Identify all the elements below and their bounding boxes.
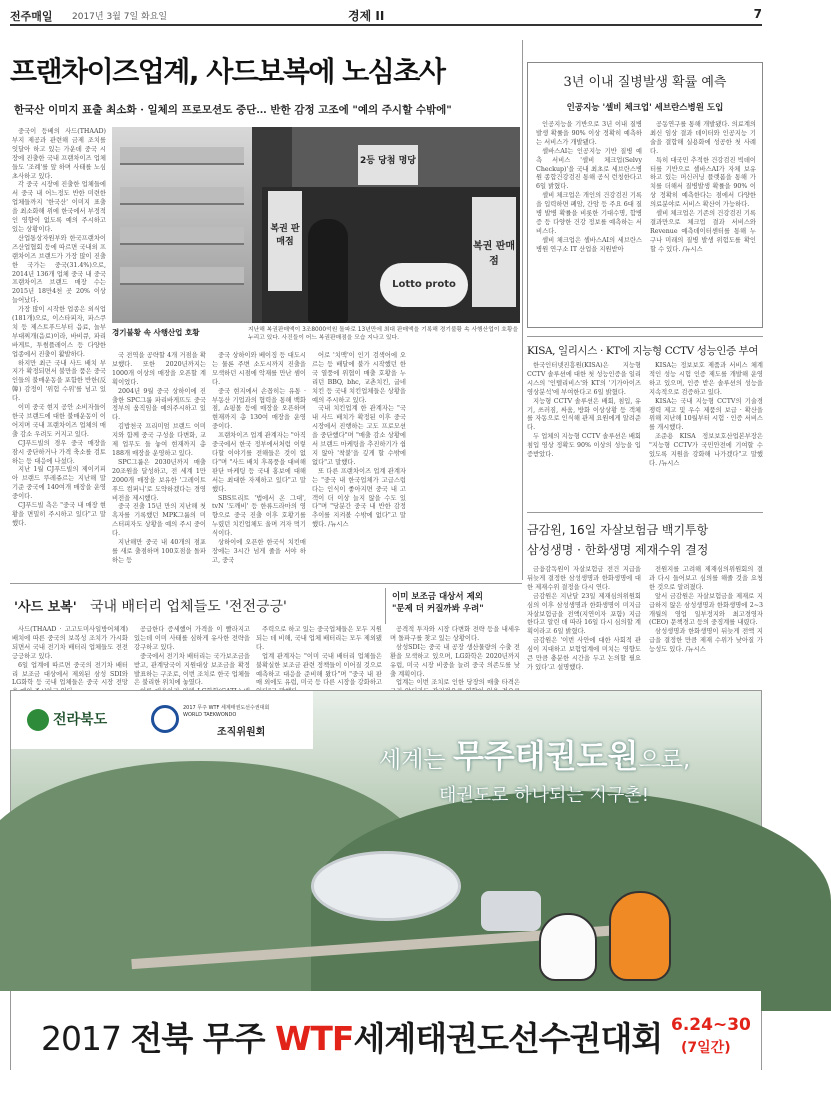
mascot-tiger-icon	[609, 891, 671, 981]
paragraph: 중국 진출 15년 만의 지난해 첫 흑자를 기록했던 MPK그룹의 미스터피자도 상황을 예의 주시 중이다.	[112, 503, 206, 538]
kisa-column-2	[649, 362, 763, 508]
paragraph: SPC그룹은 2030년까지 매출 20조원을 달성하고, 전 세계 1만2000개 매장을 보유한 '그레이트 푸드 컴퍼니'로 도약하겠다는 경영 비전을 제시했다.	[112, 458, 206, 502]
lead-subheadline: 한국산 이미지 표출 최소화 · 일체의 프로모션도 중단… 반한 감정 고조에 "예의 주시할 수밖에"	[14, 104, 452, 116]
fss-headline	[527, 520, 763, 560]
photo-lotto-sign: Lotto proto	[380, 263, 468, 307]
paragraph: 셀비 체크업은 개인의 건강검진 기록을 입력하면 폐암, 간암 등 주요 6대 질병 발병 확률을 비롯한 기대수명, 합병증 등 다양한 건강 정보를 예측하는 서비스다.	[536, 192, 642, 235]
paragraph: 국내 치킨업계 한 관계자는 "국내 사드 배치가 확정된 이후 중국 시장에서 진행하는 고도 프로모션을 중단했다"며 "매출 감소 상황에서 브랜드 마케팅을 추진하기가 쉽지 않아 '착붙'을 깊게 할 수밖에 없다"고 말했다.	[312, 405, 406, 466]
ad-building	[481, 891, 541, 931]
photo-caption-label: 경기불황 속 사행산업 호황	[112, 328, 200, 337]
lead-column-3	[212, 352, 306, 580]
lead-column-2	[112, 352, 206, 580]
fss-column-2	[649, 566, 763, 684]
paragraph: 삼성SDI는 중국 내 공장 생산물량의 수출 전환을 모색하고 있으며, LG화학은 2020년까지 유럽, 미국 시장 비중을 늘려 중국 의존도를 낮출 계획이다.	[390, 643, 520, 678]
paragraph: 셀비 체크업은 셀바스AI의 세브란스병원 연구소 IT 산업을 지원받아	[536, 236, 642, 253]
section-name: 경제 II	[348, 9, 385, 23]
battery-column-4	[390, 626, 520, 687]
battery-subheadline-line-2: "문제 더 커질까봐 우려"	[392, 604, 484, 614]
fss-column-1	[527, 566, 641, 684]
paragraph: KISA는 국내 지능형 CCTV의 기술경쟁력 제고 및 우수 제품의 보급 · 확산을 위해 지난해 10월부터 시험 · 인증 서비스를 개시했다.	[649, 397, 763, 432]
page-header	[10, 6, 762, 26]
slogan-pre: 세계는	[379, 747, 453, 773]
battery-subheadline-line-1: 이미 보조금 대상서 제외	[392, 592, 483, 602]
box-headline: 3년 이내 질병발생 확률 예측	[563, 75, 727, 90]
slogan-post: 으로,	[638, 747, 691, 773]
ad-province-name: 전라북도	[53, 712, 108, 728]
taekwondo-advertisement	[10, 690, 762, 1070]
ad-event-period: 6.24~30	[671, 1015, 751, 1035]
event-wtf: WTF	[274, 1019, 354, 1058]
paragraph: 지난해만 중국 내 40개의 점포를 새로 출점하며 100호점을 돌파하는 등	[112, 539, 206, 564]
paragraph: 지능형 CCTV 솔루션은 배회, 침입, 유기, 쓰러짐, 싸움, 방화 이상상황 등 객체를 자동으로 인식해 관제 요원에게 알려준다.	[527, 397, 641, 432]
box-subheadline: 인공지능 '셀비 체크업' 세브란스병원 도입	[566, 103, 724, 113]
paragraph: 금감원은 '이번 사안에 대한 사회적 관심이 지대하고 보험업계에 미치는 영향도 큰 만큼 충분한 시간을 두고 논의할 필요가 있다'고 설명했다.	[527, 637, 641, 671]
page-number: 7	[753, 7, 762, 21]
photo-shop-interior	[112, 127, 252, 323]
event-year: 2017	[41, 1019, 131, 1058]
ad-organizer-korean: 조직위원회	[217, 727, 266, 738]
divider-horizontal-fss	[527, 512, 763, 513]
divider-horizontal-lead	[10, 583, 522, 584]
paragraph: 셀바스AI는 인공지능 기반 질병 예측 서비스 '셀비 체크업(Selvy Checkup)'을 국내 최초로 세브란스병원 종합건강검진 통해 공식 런칭한다고 6일 밝혔다.	[536, 147, 642, 191]
paragraph: 산업통상자원부와 한국프랜차이즈산업협회 등에 따르면 국내외 프랜차이즈 브랜드가 가장 많이 진출한 국가는 중국(31.4%)으로, 2014년 136개 업체 중국 내 중국 프랜차이즈 브랜드 매장 수는 2015년 18만4천 곳 20% 이상 늘어났다.	[12, 234, 106, 305]
photo-poster-left: 복권 판매점	[268, 191, 302, 291]
paragraph: 업계는 이번 조치로 인한 당장의 매출 타격은	[396, 679, 520, 687]
ad-event-title	[41, 1013, 662, 1060]
paragraph: 어로 '치맥'이 인기 검색어에 오르는 등 배달에 불가 시작했던 한국 열풍에 위협이 매출 호황을 누리던 BBQ, bhc, 교촌치킨, 굽네치킨 등 국내 치킨업체들은 상황을 예의 주시하고 있다.	[312, 352, 406, 404]
paragraph: 인공지능을 기반으로 3년 이내 질병발생 확률을 90% 이상 정확히 예측하는 서비스가 개발됐다.	[536, 121, 642, 146]
box-column-2	[650, 121, 756, 321]
photo-poster-right: 복권 판매점	[472, 197, 516, 307]
ad-slogan-main	[379, 731, 690, 777]
paragraph: 2004년 9월 중국 상하이에 진출한 SPC그룹 파리바게뜨도 중국 정부의 움직임을 예의주시하고 있다.	[112, 387, 206, 422]
paragraph: 공격적 투자와 시장 다변화 전략 등을 내세우며 돌파구를 찾고 있는 상황이다.	[390, 626, 520, 642]
ad-logo-box	[11, 691, 313, 749]
box-column-1	[536, 121, 642, 321]
battery-column-1	[12, 626, 128, 687]
taekwondo-emblem-icon	[151, 705, 179, 733]
paragraph: 특히 대국민 추적한 건강검진 빅데이터를 기반으로 셀바스AI가 자체 보유하고 있는 머신러닝 플랫폼을 통해 가치를 더해서 질병발생 확률을 90% 이상 정확히 예측한다는 점에서 다양한 의료분야로 서비스 확산이 가능하다.	[650, 156, 756, 209]
battery-story-tag: '사드 보복'	[14, 600, 77, 615]
battery-subheadline	[392, 591, 520, 615]
paragraph: 또 다른 프랜차이즈 업계 관계자는 "중국 내 한국업체가 고급스럽다는 인식이 좋아지면 중국 내 고객이 더 이상 늘지 않을 수도 있다"며 "당분간 중국 내 반한 감정 추이를 지켜볼 수밖에 없다"고 말했다. /뉴시스	[312, 467, 406, 529]
paragraph: CJ푸드빌의 경우 중국 매장을 잠시 중단하거나 가격 축소를 검토하는 등 대응에 나섰다.	[12, 439, 106, 465]
lead-headline: 프랜차이즈업계, 사드보복에 노심초사	[10, 55, 445, 88]
paragraph: 각 중국 시장에 진출한 업체들에서 중국 내 어느정도 반한 미련한 업체들까지 '한국산' 이미지 표출을 최소화해 위에 한국에서 부정적인 영향이 없도록 예의 주시하고 있는 상황이다.	[12, 181, 106, 233]
paragraph: 공동연구를 통해 개발됐다. 의료계의 최신 임상 결과 데이터와 인공지능 기술을 결합해 실용화에 성공한 첫 사례다.	[650, 121, 756, 155]
paragraph: 공급한다 증세했어 가격을 이 빨라지고 있는데 이미 사태를 심하게 유사한 전략을 강구하고 있다.	[134, 626, 250, 651]
paragraph: 김밥천국 프리미엄 브랜드 이미지와 함께 중국 구성을 다변화, 교제 업무도 들 놓여 현재까지 총 188개 매장을 운영하고 있다.	[112, 423, 206, 457]
paragraph: 업계 관계자는 "이미 국내 배터리 업체들은 불확실한 보조금 관련 정책들이 이어질 것으로 예측하고 대응을 준비해 왔다"며 "중국 내 판매 외에도 유럽, 미국 등 다른 시장을 강화하고	[256, 652, 382, 687]
lead-column-4	[312, 352, 406, 580]
paragraph: 하지만 최근 국내 사드 배치 부지가 확정되면서 불만을 품은 중국인들의 불매운동을 포함한 반한(反韓) 감정이 '위험 수위'를 넘고 있다.	[12, 359, 106, 403]
fss-headline-line-1: 금감원, 16일 자살보험금 백기투항	[527, 523, 709, 537]
event-name: 세계태권도선수권대회	[353, 1019, 663, 1058]
lottery-shop-photo	[112, 127, 520, 323]
publication-name: 전주매일	[10, 10, 53, 23]
paragraph: 중국 상하이와 베이징 등 대도시는 물론 주변 소도시까지 진출을 모색하던 시점에 악재를 만난 셈이다.	[212, 352, 306, 386]
fss-headline-line-2: 삼성생명 · 한화생명 제재수위 결정	[527, 543, 709, 557]
ad-event-days: (7일간)	[681, 1040, 731, 1056]
mascot-white-icon	[539, 913, 597, 981]
ad-organizer-english: 2017 무주 WTF 세계태권도선수권대회 WORLD TAEKWONDO	[183, 705, 270, 718]
kisa-column-1	[527, 362, 641, 508]
jeonbuk-logo-icon	[27, 709, 49, 731]
kisa-headline: KISA, 일리시스 · KT에 지능형 CCTV 성능인증 부여	[527, 345, 759, 357]
paragraph: 조준용 KISA 정보보호산업본부장은 "지능형 CCTV가 국민안전에 기여할 수 있도록 지원을 강화해 나가겠다"고 말했다. /뉴시스	[649, 433, 763, 467]
lead-column-1	[12, 128, 106, 580]
battery-column-3	[256, 626, 382, 687]
battery-story-headline: 국내 배터리 업체들도 '전전긍긍'	[90, 599, 287, 615]
paragraph: 중국에서 전기차 배터리는 국가보조금을 받고, 관계당국이 지원대상 보조금을 확정 발표하는 구조로, 이번 조치로 한국 업체들은 불리한 위치에 놓였다.	[134, 652, 250, 687]
divider-horizontal-kisa	[527, 336, 763, 337]
paragraph: 사드(THAAD · 고고도미사일방어체계) 배치에 따른 중국의 보복성 조치가 가시화되면서 국내 전기차 배터리 업체들도 전전긍긍하고 있다.	[12, 626, 128, 660]
paragraph: 전원지를 고려해 제재심의위원회의 결과 다시 들어보고 심의를 해줄 것을 요청한 것으로 알려졌다.	[649, 566, 763, 591]
paragraph: KISA는 정보보호 제품과 서비스 체계적인 성능 시험 인증 제도를 개발해 운영하고 있으며, 인증 받은 솔루션의 성능을 지속적으로 검증하고 있다.	[649, 362, 763, 396]
paragraph: 두 업체의 지능형 CCTV 솔루션은 배회 침입 영상 정확도 90% 이상의 성능을 입증받았다.	[527, 433, 641, 459]
lead-column-5	[412, 352, 518, 580]
photo-caption-text: 지난해 복권판매액이 3조8000억원 돌파로 13년만에 최대 판매액을 기록해 경기불황 속 사행산업이 호황을 누리고 있다. 사진들이 어느 복권판매점을 모습 지나고 있다.	[248, 327, 519, 341]
paragraph: 삼성생명과 한화생명이 뒤늦게 전액 지급을 결정한 만큼 제재 수위가 낮아질 가능성도 있다. /뉴시스	[649, 628, 763, 654]
paragraph: 가장 많이 시작한 업종은 외식업(181개)으로, 이스타피자, 파스쿠치 등 제스트푸드부터 음료, 놀부부대찌개(음료)이라, 바비큐, 파리바게트, 투썸플레이스 등 다양한 업종에서 진출이 활발하다.	[12, 306, 106, 358]
paragraph: 지난 1월 CJ푸드빌의 제이키피아 브랜드 뚜레쥬르는 지난해 말 기준 중국에 140여개 매장을 운영 중이다.	[12, 466, 106, 501]
ad-stadium	[311, 851, 461, 921]
ai-health-box	[527, 62, 763, 328]
issue-date: 2017년 3월 7일 화요일	[72, 12, 168, 22]
photo-person	[308, 219, 348, 323]
paragraph: 한국인터넷진흥원(KISA)은 지능형 CCTV 솔루션에 대한 첫 성능인증을 일리시스의 '인텔리비스'와 KT의 '기가아이즈 영상분석'에 부여한다고 6일 밝혔다.	[527, 362, 641, 396]
paragraph: 이미 중국 현지 공안 소비자들이 한국 브랜드에 대한 불매운동이 이어지며 국내 프랜차이즈 업체의 매출 감소 우려도 커지고 있다.	[12, 404, 106, 438]
paragraph: CJ푸드빌 측은 "중국 내 매장 현황을 면밀히 주시하고 있다"고 말했다.	[12, 502, 106, 527]
ad-slogan-sub: 태권도로 하나되는 지구촌!	[439, 785, 649, 806]
paragraph: 국 전역을 공략할 4개 거점을 확보했다. 또한 2020년까지는 1000개 이상의 매장을 오픈할 계획이었다.	[112, 352, 206, 386]
paragraph: 상하이에 오픈한 한국식 치킨매장에는 3시간 넘게 줄을 서야 하고, 중국	[212, 539, 306, 564]
divider-vertical-right	[522, 40, 523, 580]
divider-vertical-sadbo	[385, 588, 386, 624]
battery-column-2	[134, 626, 250, 687]
paragraph: 앞서 금감원은 자살보험금을 제재로 지급하지 않은 삼성생명과 한화생명에 2~3개월의 영업 일부정지와 최고경영자(CEO) 문책경고 등의 중징계를 내렸다.	[649, 592, 763, 627]
paragraph: 중국이 등베의 사드(THAAD) 부지 제공과 관련해 금제 조치를 잇달아 하고 있는 가운데 중국 시장에 진출한 국내 프랜차이즈 업체들도 '조례'를 앞 하며 사태를 노심초사하고 있다.	[12, 128, 106, 180]
paragraph: 6일 업계에 따르면 중국의 전기차 배터리 보조금 대상에서 제외된 삼성 SDI와 LG화학 등 국내 업체들은 중국 시장 전망	[12, 661, 128, 687]
paragraph: SBS트리트 '법에서 온 그대', tvN '도깨비' 등 한류드라마의 영향으로 중국 진출 이후 호황기를 누렸던 치킨업체도 울며 겨자 먹기식이다.	[212, 494, 306, 538]
paragraph: 주력으로 하고 있는 중국업체들은 모두 지원되는 데 비해, 국내 업체 배터리는 모두 제외됐다.	[256, 626, 382, 651]
paragraph: 셀비 체크업은 기존의 건강검진 기록 결과만으로 체크업 결과 서비스와 Revenue 예측데이터센터를 통해 누구나 미래의 질병 발생 위험도를 확인할 수 있다. /뉴시스	[650, 210, 756, 253]
paragraph: 중국 현지에서 손꼽히는 유통 · 부동산 기업과의 협력을 통해 백화점, 쇼핑몰 등에 매장을 오픈하며 현재까지 총 130여 매장을 운영 중이다.	[212, 387, 306, 431]
paragraph: 금감원은 지난달 23일 제재심의위원회 심의 이후 삼성생명과 한화생명이 미지급 자살보험금을 전액(지연이자 포함) 지급한다고 알린 데 따라 16일 다시 심의할 계획이라고 6일 밝혔다.	[527, 592, 641, 636]
event-place: 전북 무주	[130, 1019, 275, 1058]
paragraph: 프랜차이즈 업계 관계자는 "아직 중국에서 한국 정부에서처럼 이렇다할 이야기를 전해들은 것이 없다"며 "사드 배치 후폭풍을 대비해 판단 마케팅 등 국내 홍보에 대해서는 최대한 자제하고 있다"고 말했다.	[212, 432, 306, 493]
photo-poster-mid: 2등 당첨 명당	[358, 145, 418, 185]
paragraph: 금융감독원이 자살보험금 전건 지급을 뒤늦게 결정한 삼성생명과 한화생명에 대한 제재수위 결정을 다시 연다.	[527, 566, 641, 591]
slogan-bold: 무주태권도원	[452, 737, 639, 775]
